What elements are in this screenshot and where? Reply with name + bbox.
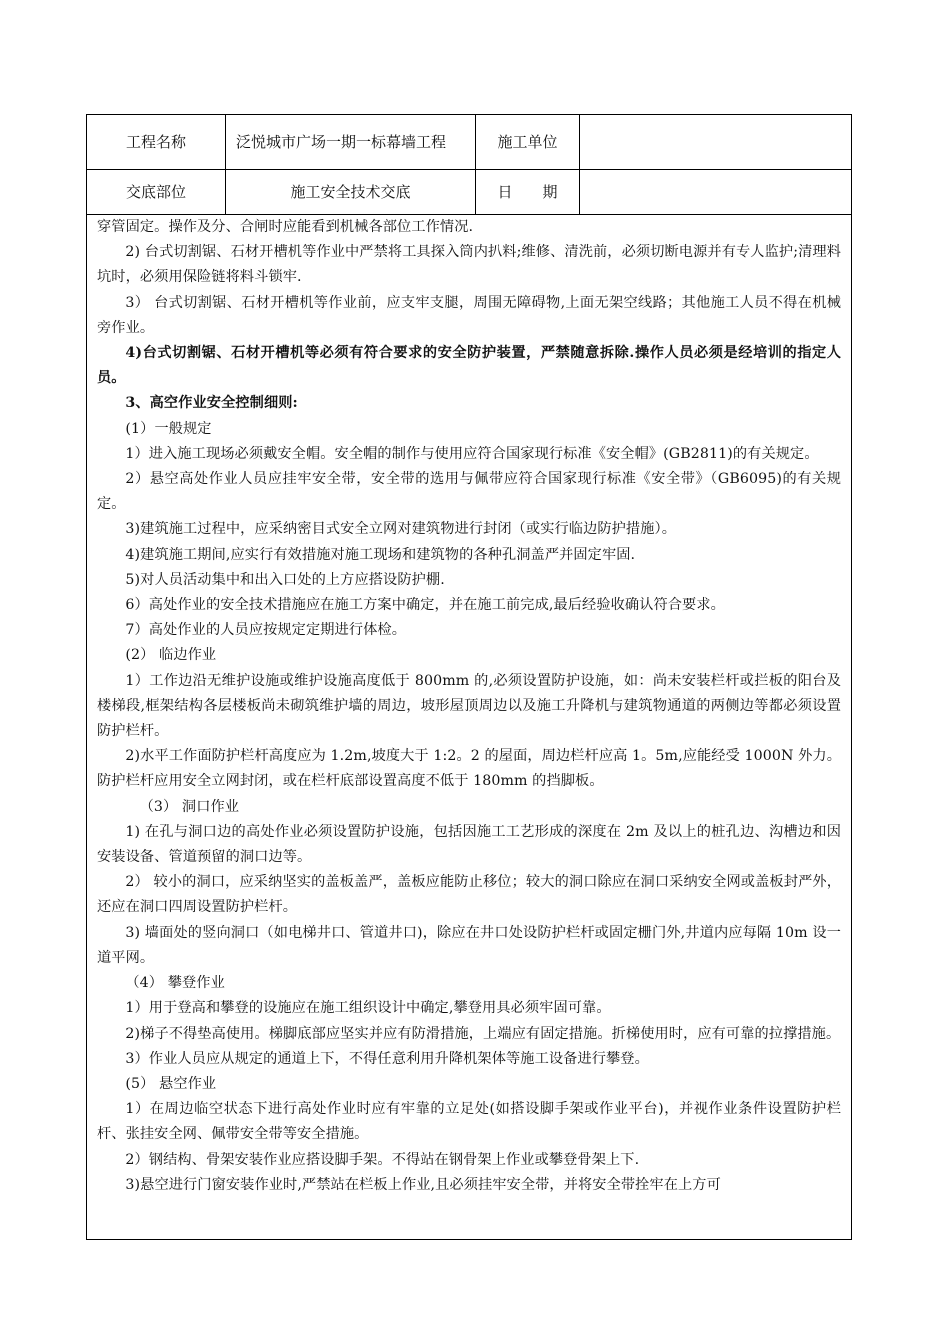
body-paragraph: 1) 在孔与洞口边的高处作业必须设置防护设施，包括因施工工艺形成的深度在 2m 及以上的桩孔边、沟槽边和因安装设备、管道预留的洞口边等。 bbox=[97, 823, 841, 866]
part-label-cell bbox=[87, 170, 226, 214]
header-row-2 bbox=[87, 170, 851, 215]
body-paragraph: 4)建筑施工期间,应实行有效措施对施工现场和建筑物的各种孔洞盖严并固定牢固. bbox=[125, 546, 636, 563]
body-paragraph: 2）悬空高处作业人员应挂牢安全带，安全带的选用与佩带应符合国家现行标准《安全带》（GB6095)的有关规定。 bbox=[97, 471, 841, 513]
part-value-cell bbox=[226, 170, 476, 214]
date-label-cell bbox=[476, 170, 580, 214]
project-name-label-cell bbox=[87, 115, 226, 169]
date-label: 日 期 bbox=[497, 183, 558, 201]
project-name-label: 工程名称 bbox=[125, 133, 186, 151]
project-name-value: 泛悦城市广场一期一标幕墙工程 bbox=[236, 133, 447, 151]
body-paragraph: 1）工作边沿无维护设施或维护设施高度低于 800mm 的,必须设置防护设施，如：尚未安装栏杆或拦板的阳台及楼梯段,框架结构各层楼板尚未砌筑维护墙的周边，坡形屋顶周边以及施工升降机与建筑物通道的两侧边等都必须设置防护栏杆。 bbox=[97, 672, 841, 740]
body-paragraph: (1）一般规定 bbox=[125, 420, 212, 437]
body-paragraph: 2)梯子不得垫高使用。梯脚底部应坚实并应有防滑措施，上端应有固定措施。折梯使用时，应有可靠的拉撑措施。 bbox=[125, 1025, 841, 1042]
body-paragraph: 3）作业人员应从规定的通道上下，不得任意利用升降机架体等施工设备进行攀登。 bbox=[125, 1050, 649, 1067]
header-row-1 bbox=[87, 115, 851, 170]
body-paragraph: 3) 墙面处的竖向洞口（如电梯井口、管道井口)，除应在井口处设防护栏杆或固定栅门外,井道内应每隔 10m 设一道平网。 bbox=[97, 924, 841, 966]
body-paragraph: 3、高空作业安全控制细则: bbox=[125, 395, 298, 412]
project-name-value-cell bbox=[226, 115, 476, 169]
disclosure-sheet bbox=[86, 114, 852, 1240]
disclosure-body bbox=[87, 215, 851, 1198]
body-paragraph: （4） 攀登作业 bbox=[125, 975, 225, 992]
body-paragraph: (2） 临边作业 bbox=[125, 647, 217, 664]
body-paragraph: 3)悬空进行门窗安装作业时,严禁站在栏板上作业,且必须挂牢安全带，并将安全带拴牢在上方可 bbox=[125, 1176, 721, 1193]
body-paragraph: 1）进入施工现场必须戴安全帽。安全帽的制作与使用应符合国家现行标准《安全帽》(GB2811)的有关规定。 bbox=[125, 445, 819, 462]
body-paragraph: 2）钢结构、骨架安装作业应搭设脚手架。不得站在钢骨架上作业或攀登骨架上下. bbox=[125, 1151, 640, 1168]
body-paragraph: 5)对人员活动集中和出入口处的上方应搭设防护棚. bbox=[125, 571, 445, 588]
body-paragraph: 3） 台式切割锯、石材开槽机等作业前，应支牢支腿，周围无障碍物,上面无架空线路；其他施工人员不得在机械旁作业。 bbox=[97, 294, 841, 336]
body-paragraph: 2)水平工作面防护栏杆高度应为 1.2m,坡度大于 1:2。2 的屋面，周边栏杆应高 1。5m,应能经受 1000N 外力。防护栏杆应用安全立网封闭，或在栏杆底部设置高度不低于 180mm 的挡脚板。 bbox=[97, 748, 841, 790]
date-value-cell bbox=[580, 170, 853, 214]
body-paragraph: 6）高处作业的安全技术措施应在施工方案中确定，并在施工前完成,最后经验收确认符合要求。 bbox=[125, 597, 725, 614]
contractor-label: 施工单位 bbox=[497, 133, 558, 151]
part-label: 交底部位 bbox=[125, 183, 186, 201]
body-paragraph: 1）在周边临空状态下进行高处作业时应有牢靠的立足处(如搭设脚手架或作业平台)，并视作业条件设置防护栏杆、张挂安全网、佩带安全带等安全措施。 bbox=[97, 1101, 841, 1143]
contractor-value-cell bbox=[580, 115, 853, 169]
body-paragraph: 1）用于登高和攀登的设施应在施工组织设计中确定,攀登用具必须牢固可靠。 bbox=[125, 1000, 611, 1017]
body-paragraph: 穿管固定。操作及分、合闸时应能看到机械各部位工作情况. bbox=[97, 219, 474, 235]
body-paragraph: (5） 悬空作业 bbox=[125, 1075, 217, 1092]
body-paragraph: 2） 较小的洞口，应采纳坚实的盖板盖严，盖板应能防止移位；较大的洞口除应在洞口采纳安全网或盖板封严外，还应在洞口四周设置防护栏杆。 bbox=[97, 874, 841, 916]
body-paragraph: 3)建筑施工过程中，应采纳密目式安全立网对建筑物进行封闭（或实行临边防护措施）。 bbox=[125, 521, 676, 538]
body-paragraph: 2) 台式切割锯、石材开槽机等作业中严禁将工具探入筒内扒料;维修、清洗前，必须切断电源并有专人监护;清理料坑时，必须用保险链将料斗锁牢. bbox=[97, 244, 841, 286]
contractor-label-cell bbox=[476, 115, 580, 169]
body-paragraph: （3） 洞口作业 bbox=[139, 798, 240, 815]
body-paragraph: 7）高处作业的人员应按规定定期进行体检。 bbox=[125, 622, 406, 639]
part-value: 施工安全技术交底 bbox=[290, 183, 411, 201]
body-paragraph: 4)台式切割锯、石材开槽机等必须有符合要求的安全防护装置，严禁随意拆除.操作人员必须是经培训的指定人员。 bbox=[97, 345, 841, 387]
